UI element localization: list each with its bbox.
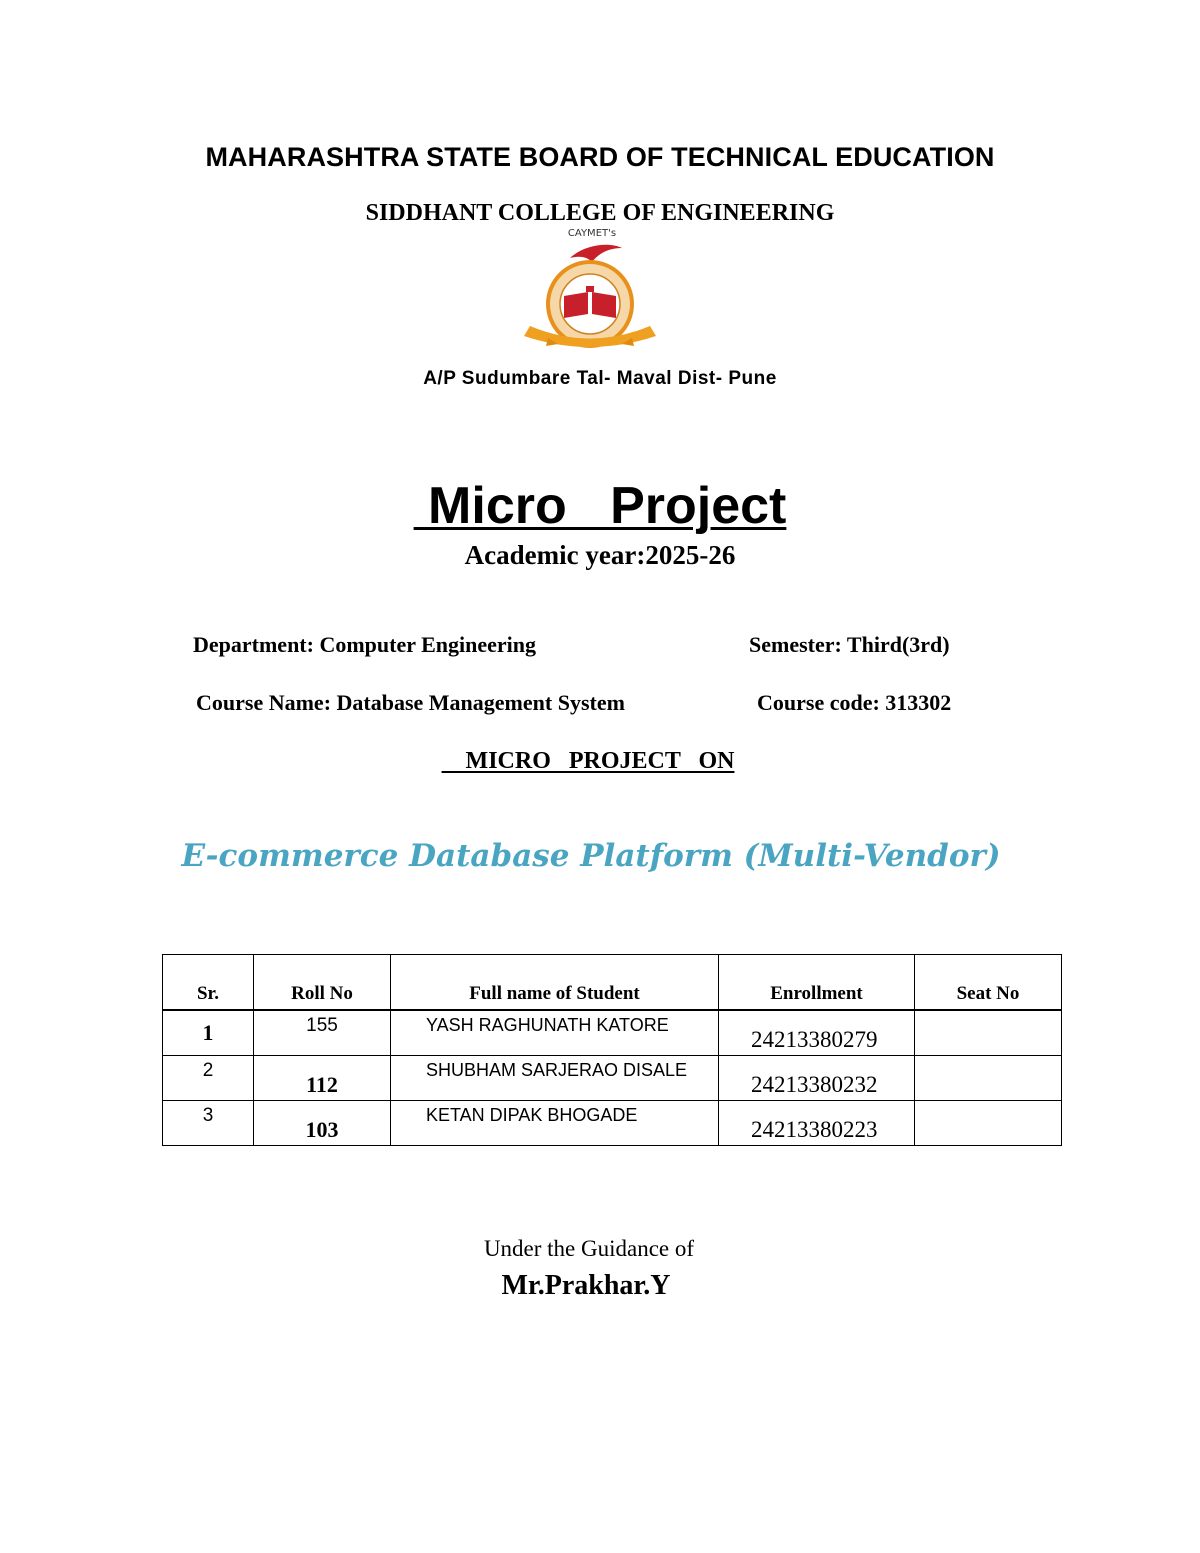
cell-name: SHUBHAM SARJERAO DISALE xyxy=(391,1056,719,1101)
college-logo xyxy=(500,226,690,352)
cell-enrollment: 24213380232 xyxy=(719,1056,915,1101)
header-full-name: Full name of Student xyxy=(391,955,719,1011)
cell-enrollment: 24213380279 xyxy=(719,1010,915,1056)
table-row xyxy=(163,1101,1062,1146)
cell-seat xyxy=(915,1010,1062,1056)
table-header-row xyxy=(163,955,1062,1011)
cell-sr: 1 xyxy=(163,1010,254,1056)
document-title xyxy=(0,476,1200,536)
guidance-label: Under the Guidance of xyxy=(483,1236,695,1261)
table-row xyxy=(163,1010,1062,1056)
department: Department: Computer Engineering xyxy=(193,632,536,657)
guide-name: Mr.Prakhar.Y xyxy=(501,1270,671,1301)
semester: Semester: Third(3rd) xyxy=(749,632,950,657)
cell-seat xyxy=(915,1101,1062,1146)
course-name: Course Name: Database Management System xyxy=(196,690,625,715)
cell-sr: 2 xyxy=(163,1056,254,1101)
header-seat-no: Seat No xyxy=(915,955,1062,1011)
academic-year: Academic year:2025-26 xyxy=(464,540,736,570)
cell-name: YASH RAGHUNATH KATORE xyxy=(391,1010,719,1056)
header-sr: Sr. xyxy=(163,955,254,1011)
college-name: SIDDHANT COLLEGE OF ENGINEERING xyxy=(365,200,835,226)
cell-roll: 155 xyxy=(254,1010,391,1056)
cell-enrollment: 24213380223 xyxy=(719,1101,915,1146)
cell-sr: 3 xyxy=(163,1101,254,1146)
cell-seat xyxy=(915,1056,1062,1101)
header-roll-no: Roll No xyxy=(254,955,391,1011)
student-table xyxy=(162,954,1062,1146)
cell-roll: 112 xyxy=(254,1056,391,1101)
heading-text: MICRO PROJECT ON xyxy=(441,748,735,774)
course-code: Course code: 313302 xyxy=(757,690,952,715)
table-row xyxy=(163,1056,1062,1101)
project-topic: E-commerce Database Platform (Multi-Vendor) xyxy=(181,838,1001,874)
title-text: Micro Project xyxy=(413,477,787,535)
cell-name: KETAN DIPAK BHOGADE xyxy=(391,1101,719,1146)
college-address: A/P Sudumbare Tal- Maval Dist- Pune xyxy=(423,368,777,389)
header-enrollment: Enrollment xyxy=(719,955,915,1011)
micro-project-heading xyxy=(0,748,1176,775)
logo-caption: CAYMET's xyxy=(567,228,617,239)
cell-roll: 103 xyxy=(254,1101,391,1146)
board-name: MAHARASHTRA STATE BOARD OF TECHNICAL EDUCATION xyxy=(205,142,995,172)
